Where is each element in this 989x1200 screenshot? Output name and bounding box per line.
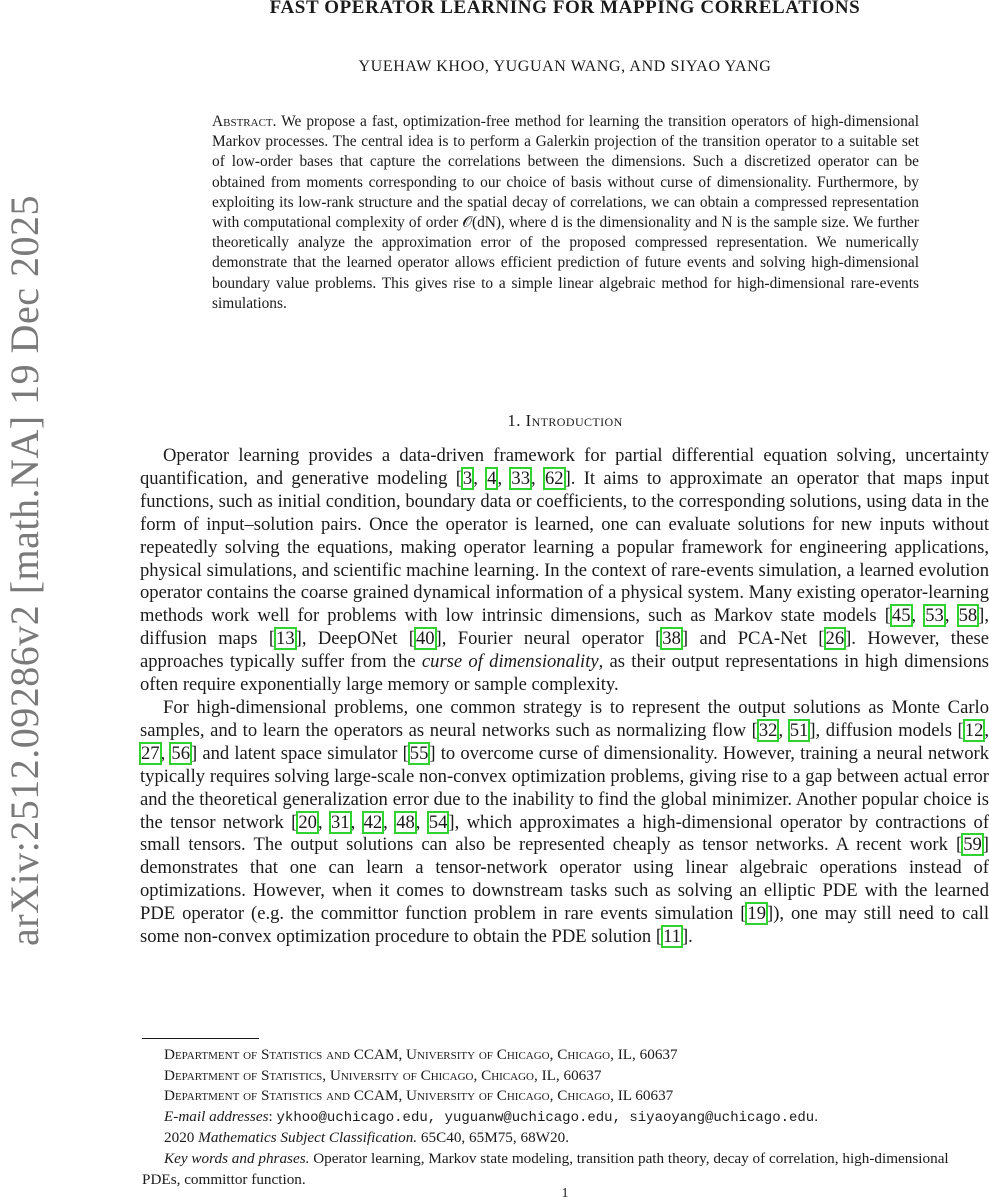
page-number: 1: [561, 1186, 569, 1200]
citation-link[interactable]: 42: [363, 811, 383, 833]
section-number: 1.: [507, 411, 521, 430]
citation-link[interactable]: 32: [758, 719, 778, 741]
citation-link[interactable]: 12: [964, 719, 984, 741]
email-addresses[interactable]: ykhoo@uchicago.edu, yuguanw@uchicago.edu, siyaoyang@uchicago.edu: [276, 1109, 815, 1126]
text-run: ]. However, these approaches typically suffer from the: [140, 628, 989, 673]
keywords: Operator learning, Markov state modeling, transition path theory, decay of correlation, high-dimensional PDEs, committor function.: [142, 1149, 949, 1188]
text-run: ]), one may still need to call some non-convex optimization procedure to obtain the PDE solution [: [140, 903, 989, 948]
abstract-label: Abstract.: [212, 113, 277, 130]
footnotes: [142, 1045, 989, 1190]
introduction-body: [140, 445, 989, 949]
text-run: ] demonstrates that one can learn a tensor-network operator using linear algebraic operations instead of optimizations. However, when it comes to downstream tasks such as solving an elliptic PDE with the learned PDE operator (e.g. the committor function problem in rare events simulation [: [140, 834, 989, 925]
author-list: YUEHAW KHOO, YUGUAN WANG, AND SIYAO YANG: [358, 58, 772, 75]
text-run: ], DeepONet [: [295, 628, 415, 650]
paper-title: FAST OPERATOR LEARNING FOR MAPPING CORRELATIONS: [269, 0, 861, 18]
text-run: ], diffusion maps [: [140, 605, 989, 650]
text-run: ], which approximates a high-dimensional operator by contractions of small tensors. The output solutions can also be represented cheaply as tensor networks. A recent work [: [140, 811, 989, 856]
affiliation-3: Department of Statistics and CCAM, University of Chicago, Chicago, IL 60637: [164, 1087, 674, 1105]
citation-link[interactable]: 11: [663, 926, 681, 948]
text-run: ] and latent space simulator [: [190, 742, 409, 764]
text-run: ] and PCA-Net [: [681, 628, 825, 650]
citation-link[interactable]: 4: [487, 467, 497, 489]
citation-link[interactable]: 27: [141, 742, 160, 764]
email-line: E-mail addresses: ykhoo@uchicago.edu, yuguanw@uchicago.edu, siyaoyang@uchicago.edu.: [164, 1107, 818, 1126]
paragraph-1: Operator learning provides a data-driven framework for partial differential equation solving, uncertainty quantification, and generative modeling [3, 4, 33, 62]. It aims to approximate an operator that maps input functions, such as initial condition, boundary data or coefficients, to the corresponding solutions, using data in the form of input–solution pairs. Once the operator is learned, one can evaluate solutions for new inputs without repeatedly solving the equations, making operator learning a popular framework for engineering applications, physical simulations, and scientific machine learning. In the context of rare-events simulation, a learned evolution operator contains the coarse grained dynamical information of a physical system. Many existing operator-learning methods work well for problems with low intrinsic dimensions, such as Markov state models [45, 53, 58], diffusion maps [13], DeepONet [40], Fourier neural operator [38] and PCA-Net [26]. However, these approaches typically suffer from the curse of dimensionality, as their output representations in high dimensions often require exponentially large memory or sample complexity.: [140, 445, 989, 696]
msc-codes: 65C40, 65M75, 68W20.: [420, 1129, 569, 1147]
section-heading: [140, 411, 989, 431]
keywords-label: Key words and phrases.: [164, 1149, 310, 1167]
text-run: , as their output representations in high dimensions often require exponentially large memory or sample complexity.: [140, 651, 989, 696]
citation-link[interactable]: 20: [298, 811, 317, 833]
citation-link[interactable]: 48: [396, 811, 415, 833]
citation-link[interactable]: 59: [963, 834, 982, 856]
citation-link[interactable]: 51: [789, 719, 809, 741]
text-run: For high-dimensional problems, one common strategy is to represent the output solutions as Monte Carlo samples, and to learn the operators as neural networks such as normalizing flow [: [140, 696, 989, 741]
msc-line: [142, 1128, 989, 1149]
msc-label: Mathematics Subject Classification.: [198, 1129, 418, 1147]
citation-link[interactable]: 53: [925, 605, 944, 627]
text-run: Operator learning provides a data-driven framework for partial differential equation solving, uncertainty quantification, and generative modeling [: [140, 445, 989, 489]
citation-link[interactable]: 26: [825, 628, 845, 650]
citation-link[interactable]: 38: [662, 628, 681, 650]
citation-link[interactable]: 62: [544, 467, 564, 489]
citation-link[interactable]: 3: [462, 467, 473, 489]
citation-link[interactable]: 45: [891, 605, 911, 627]
citation-link[interactable]: 31: [330, 811, 350, 833]
emphasis: curse of dimensionality: [421, 651, 599, 673]
email-label: E-mail addresses: [164, 1107, 269, 1125]
msc-year: 2020: [164, 1129, 195, 1147]
footnote-divider: [142, 1038, 259, 1039]
abstract-text: We propose a fast, optimization-free method for learning the transition operators of high-dimensional Markov processes. The central idea is to perform a Galerkin projection of the transition operator to a suitable set of low-order bases that capture the correlations between the dimensions. Such a discretized operator can be obtained from moments corresponding to our choice of basis without curse of dimensionality. Furthermore, by exploiting its low-rank structure and the spatial decay of correlations, we can obtain a compressed representation with computational complexity of order 𝒪(dN), where d is the dimensionality and N is the sample size. We further theoretically analyze the approximation error of the proposed compressed representation. We numerically demonstrate that the learned operator allows efficient prediction of future events and solving high-dimensional boundary value problems. This gives rise to a simple linear algebraic method for high-dimensional rare-events simulations.: [212, 113, 919, 312]
citation-link[interactable]: 55: [409, 742, 429, 764]
text-run: ] to overcome curse of dimensionality. However, training a neural network typically requires solving large-scale non-convex optimization problems, giving rise to a gap between actual error and the theoretical generalization error due to the inability to find the global minimizer. Another popular choice is the tensor network [: [140, 742, 989, 833]
arxiv-identifier-stamp: [1, 194, 47, 946]
citation-link[interactable]: 54: [428, 811, 448, 833]
paragraph-2: For high-dimensional problems, one common strategy is to represent the output solutions as Monte Carlo samples, and to learn the operators as neural networks such as normalizing flow [32, 51], diffusion models [12, 27, 56] and latent space simulator [55] to overcome curse of dimensionality. However, training a neural network typically requires solving large-scale non-convex optimization problems, giving rise to a gap between actual error and the theoretical generalization error due to the inability to find the global minimizer. Another popular choice is the tensor network [20, 31, 42, 48, 54], which approximates a high-dimensional operator by contractions of small tensors. The output solutions can also be represented cheaply as tensor networks. A recent work [59] demonstrates that one can learn a tensor-network operator using linear algebraic operations instead of optimizations. However, when it comes to downstream tasks such as solving an elliptic PDE with the learned PDE operator (e.g. the committor function problem in rare events simulation [19]), one may still need to call some non-convex optimization procedure to obtain the PDE solution [11].: [140, 696, 989, 948]
affiliation-1: Department of Statistics and CCAM, University of Chicago, Chicago, IL, 60637: [164, 1046, 678, 1063]
text-run: ]. It aims to approximate an operator that maps input functions, such as initial condition, boundary data or coefficients, to the corresponding solutions, using data in the form of input–solution pairs. Once the operator is learned, one can evaluate solutions for new inputs without repeatedly solving the equations, making operator learning a popular framework for engineering applications, physical simulations, and scientific machine learning. In the context of rare-events simulation, a learned evolution operator contains the coarse grained dynamical information of a physical system. Many existing operator-learning methods work well for problems with low intrinsic dimensions, such as Markov state models [: [140, 467, 989, 627]
text-run: ].: [681, 926, 693, 948]
citation-link[interactable]: 33: [511, 467, 531, 489]
citation-link[interactable]: 40: [415, 628, 435, 650]
text-run: ], Fourier neural operator [: [435, 628, 662, 650]
citation-link[interactable]: 58: [958, 605, 978, 627]
arxiv-id-text: arXiv:2512.09286v2 [math.NA] 19 Dec 2025: [1, 194, 47, 946]
affiliation-2: Department of Statistics, University of Chicago, Chicago, IL, 60637: [164, 1066, 602, 1084]
abstract: [212, 112, 919, 314]
keywords-line: [142, 1149, 989, 1190]
section-title: Introduction: [525, 411, 623, 430]
text-run: ], diffusion models [: [809, 719, 964, 741]
citation-link[interactable]: 19: [747, 903, 766, 925]
citation-link[interactable]: 56: [171, 742, 190, 764]
citation-link[interactable]: 13: [276, 628, 295, 650]
